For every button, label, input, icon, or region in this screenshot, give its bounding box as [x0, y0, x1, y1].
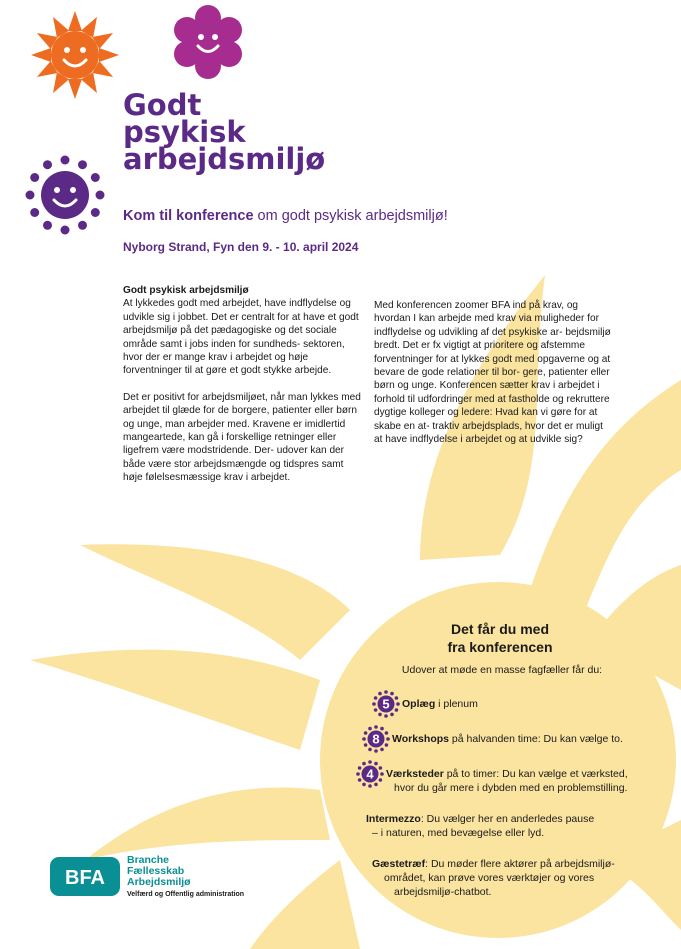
- title-line-1: Godt: [123, 88, 202, 122]
- gaestetraef-line-3: arbejdsmiljø-chatbot.: [394, 886, 492, 898]
- program-item-oplaeg: [372, 690, 478, 718]
- circle-heading: [400, 620, 600, 656]
- paragraph-2: Det er positivt for arbejdsmiljøet, når man lykkes med arbejdet til glæde for de borgere, patienter eller børn og unge, man arbejder med. Kravene er imidlertid mangeartede, kan gå i forskellige retninger eller ligefrem være modstridende. Der- udover kan der både være stor arbejdsmængde og tidspres samt høje følelsesmæssige krav i arbejdet.: [123, 391, 361, 484]
- magenta-flower-icon: [162, 4, 254, 80]
- number-badge-icon: [356, 760, 384, 788]
- intermezzo-title: Intermezzo: [366, 813, 421, 825]
- logo-line-2: Fællesskab: [127, 865, 185, 877]
- orange-sun-icon: [30, 10, 120, 100]
- number-badge-icon: [362, 725, 390, 753]
- gaestetraef-line-1: : Du møder flere aktører på arbejdsmiljø-: [425, 858, 615, 870]
- item-title: Værksteder: [386, 768, 444, 780]
- page-title: [123, 88, 326, 176]
- circle-heading-line-2: fra konferencen: [447, 639, 553, 655]
- program-item-workshops: [362, 725, 623, 753]
- paragraph-1: At lykkedes godt med arbejdet, have indflydelse og udvikle sig i jobbet. Det er centralt for at have et godt arbejdsmiljø på det pædagogiske og det sociale område samt i jobs inden for sundheds- sektoren, hvor der er mange krav i arbejdet og høje forventninger til at gøre et godt stykke arbejde.: [123, 298, 359, 377]
- badge-number: 4: [366, 766, 374, 782]
- item-title: Workshops: [392, 733, 449, 745]
- event-date-location: Nyborg Strand, Fyn den 9. - 10. april 2024: [123, 240, 359, 254]
- logo-line-3: Arbejdsmiljø: [127, 876, 191, 888]
- paragraph-3: Med konferencen zoomer BFA ind på krav, og hvordan I kan arbejde med krav via muligheder for indflydelse og udvikling af det psykiske ar- bejdsmiljø bredt. Det er fx vigtigt at prioritere og afstemme forventninger for at lykkes godt med opgaverne og at bevare de gode relationer til bor- gere, patienter eller børn og unge. Konferencen sætter krav i arbejdet i forhold til udfordringer med at fastholde og rekruttere dygtige kolleger og ledere: Hvad kan vi gøre for at skabe en at- traktiv arbejdsplads, hvor det er muligt at have indflydelse i arbejdet og at udvikle sig?: [374, 300, 611, 446]
- intro-column-left: [123, 284, 363, 498]
- title-line-2: psykisk: [123, 115, 246, 149]
- item-title: Oplæg: [402, 698, 436, 710]
- intermezzo-line-1: : Du vælger her en anderledes pause: [420, 813, 595, 825]
- circle-intro: Udover at møde en masse fagfæller får du:: [401, 664, 603, 676]
- logo-line-1: Branche: [127, 854, 170, 866]
- purple-dotted-sun-icon: [24, 154, 106, 236]
- item-text: på halvanden time: Du kan vælge to.: [448, 733, 623, 745]
- intermezzo-block: [366, 812, 594, 840]
- gaestetraef-block: [372, 857, 615, 899]
- item-text: i plenum: [435, 698, 478, 710]
- badge-number: 5: [382, 696, 390, 712]
- section-heading: Godt psykisk arbejdsmiljø: [123, 285, 249, 296]
- gaestetraef-line-2: området, kan prøve vores værktøjer og vores: [384, 872, 595, 884]
- title-line-3: arbejdsmiljø: [123, 142, 326, 176]
- intro-column-right: [374, 299, 614, 459]
- gaestetraef-title: Gæstetræf: [372, 858, 426, 870]
- subtitle: [123, 208, 448, 224]
- item-text: på to timer: Du kan vælge et værksted,: [443, 768, 628, 780]
- logo-subtitle: Velfærd og Offentlig administration: [127, 891, 245, 898]
- logo-wordmark: [127, 855, 191, 888]
- item-text-continued: hvor du går mere i dybden med en problemstilling.: [394, 782, 628, 794]
- subtitle-bold: Kom til konference: [123, 208, 254, 224]
- circle-heading-line-1: Det får du med: [450, 621, 549, 637]
- number-badge-icon: [372, 690, 400, 718]
- subtitle-rest: om godt psykisk arbejdsmiljø!: [253, 208, 448, 224]
- intermezzo-line-2: – i naturen, med bevægelse eller lyd.: [372, 827, 545, 839]
- bfa-logo: [50, 857, 120, 896]
- badge-number: 8: [372, 731, 380, 747]
- logo-mark: BFA: [65, 867, 105, 889]
